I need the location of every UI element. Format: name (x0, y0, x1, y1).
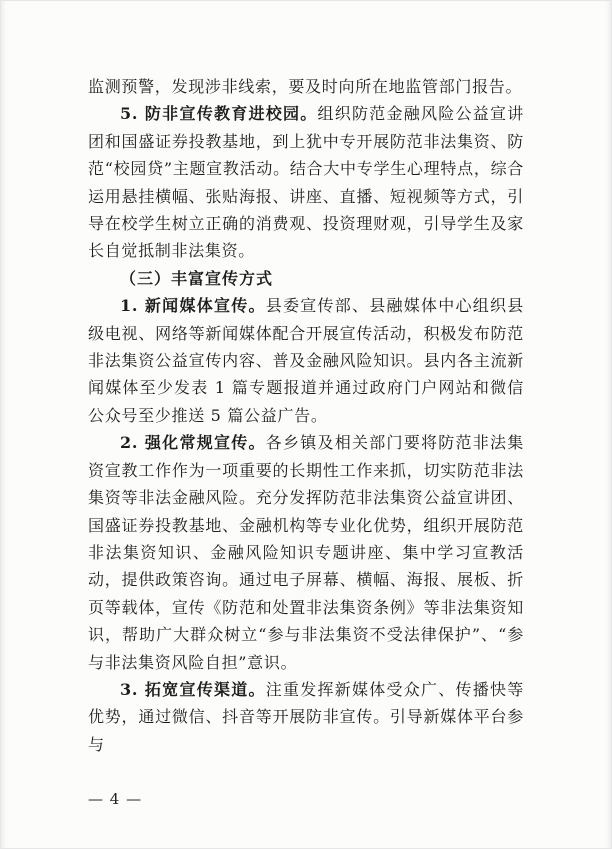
page-number: — 4 — (88, 790, 143, 808)
paragraph-lead: 3. 拓宽宣传渠道。 (120, 679, 266, 699)
paragraph-text: 县委宣传部、县融媒体中心组织县级电视、网络等新闻媒体配合开展宣传活动，积极发布防范非法集资公益宣传内容、普及金融风险知识。县内各主流新闻媒体至少发表 1 篇专题报道并通过政府门户网站和微信公众号至少推送 5 篇公益广告。 (88, 296, 524, 425)
paragraph-news-media (88, 292, 524, 429)
paragraph-lead: 2. 强化常规宣传。 (120, 433, 266, 453)
paragraph-text: 注重发挥新媒体受众广、传播快等优势，通过微信、抖音等开展防非宣传。引导新媒体平台参与 (88, 679, 524, 754)
document-body (88, 73, 524, 758)
paragraph-lead: 5. 防非宣传教育进校园。 (120, 104, 318, 124)
paragraph-text: 监测预警，发现涉非线索，要及时向所在地监管部门报告。 (88, 77, 523, 96)
paragraph-text: 组织防范金融风险公益宣讲团和国盛证券投教基地，到上犹中专开展防范非法集资、防范“校园贷”主题宣教活动。结合大中专学生心理特点，综合运用悬挂横幅、张贴海报、讲座、直播、短视频等方式，引导在校学生树立正确的消费观、投资理财观，引导学生及家长自觉抵制非法集资。 (88, 104, 524, 261)
paragraph-campus-education (88, 100, 524, 264)
paragraph-continued (88, 73, 524, 100)
section-heading: （三）丰富宣传方式 (120, 268, 274, 288)
paragraph-text: 各乡镇及相关部门要将防范非法集资宣教工作作为一项重要的长期性工作来抓，切实防范非法集资等非法金融风险。充分发挥防范非法集资公益宣讲团、国盛证券投教基地、金融机构等专业化优势，组织开展防范非法集资知识、金融风险知识专题讲座、集中学习宣教活动，提供政策咨询。通过电子屏幕、横幅、海报、展板、折页等载体，宣传《防范和处置非法集资条例》等非法集资知识，帮助广大群众树立“参与非法集资不受法律保护”、“参与非法集资风险自担”意识。 (88, 433, 524, 672)
paragraph-broaden-channels (88, 676, 524, 758)
paragraph-lead: 1. 新闻媒体宣传。 (120, 296, 266, 316)
paragraph-regular-publicity (88, 429, 524, 676)
